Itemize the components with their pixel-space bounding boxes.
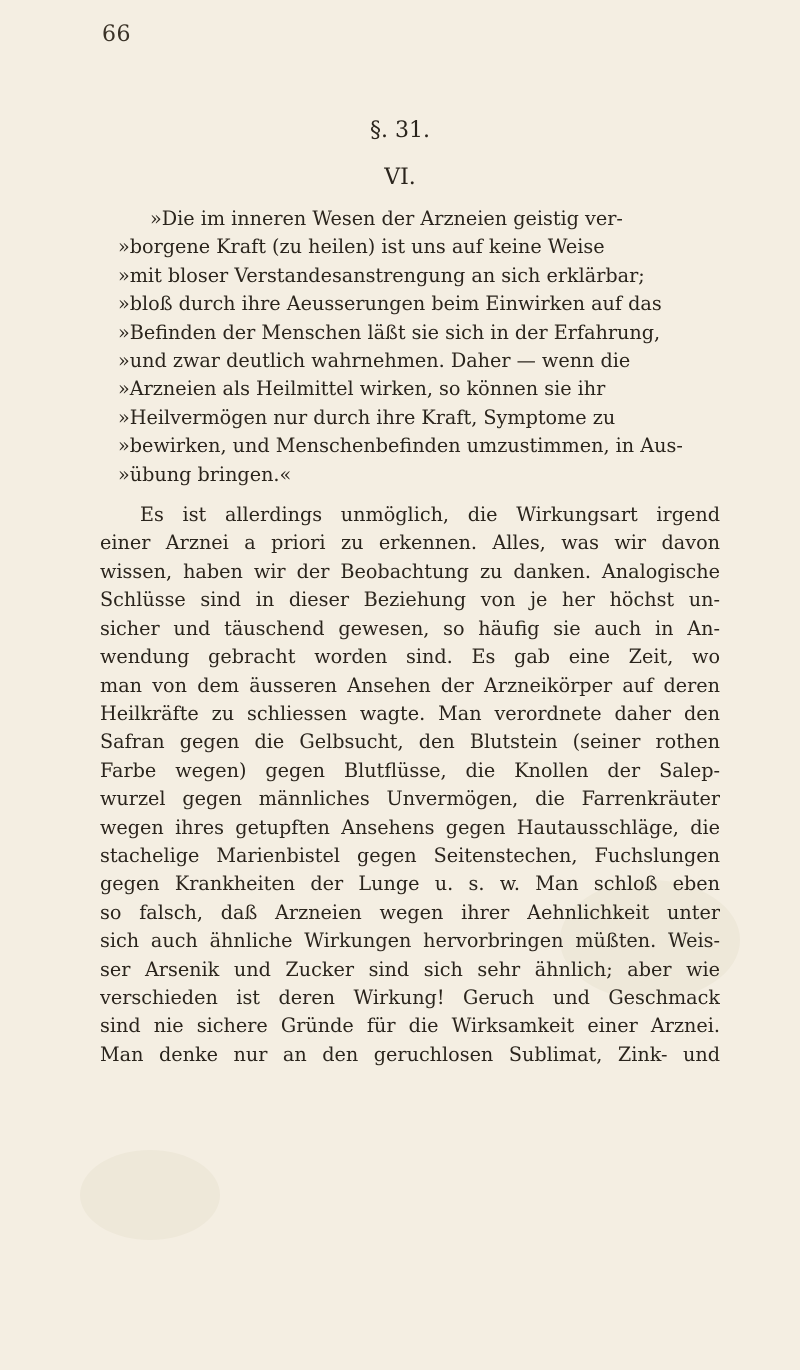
quote-line: »bewirken, und Menschenbefinden umzustimmen, in Aus-: [118, 434, 683, 458]
body-line: man von dem äusseren Ansehen der Arzneikörper auf deren: [100, 673, 720, 697]
quote-line: »borgene Kraft (zu heilen) ist uns auf keine Weise: [118, 235, 605, 259]
section-heading: §. 31.: [370, 118, 430, 143]
body-line: Safran gegen die Gelbsucht, den Blutstein (seiner rothen: [100, 730, 720, 754]
page-number: 66: [102, 22, 131, 47]
body-line: wissen, haben wir der Beobachtung zu danken. Analogische: [100, 559, 720, 583]
body-line: wendung gebracht worden sind. Es gab eine Zeit, wo: [100, 645, 720, 669]
body-line: sich auch ähnliche Wirkungen hervorbringen müßten. Weis-: [100, 929, 720, 953]
body-paragraph: [100, 501, 720, 1069]
body-line: einer Arznei a priori zu erkennen. Alles, was wir davon: [100, 531, 720, 555]
quote-line: »Heilvermögen nur durch ihre Kraft, Symptome zu: [118, 405, 616, 429]
body-line: ser Arsenik und Zucker sind sich sehr ähnlich; aber wie: [100, 957, 720, 981]
quote-line: »Arzneien als Heilmittel wirken, so können sie ihr: [118, 377, 606, 401]
quote-line: »Die im inneren Wesen der Arzneien geistig ver-: [150, 207, 623, 230]
chapter-numeral: VI.: [384, 165, 416, 190]
body-line: so falsch, daß Arzneien wegen ihrer Aehnlichkeit unter: [100, 900, 720, 924]
body-line: Heilkräfte zu schliessen wagte. Man verordnete daher den: [100, 701, 720, 725]
body-line: sind nie sichere Gründe für die Wirksamkeit einer Arznei.: [100, 1014, 720, 1038]
quote-line: »mit bloser Verstandesanstrengung an sich erklärbar;: [118, 263, 645, 287]
body-line: Farbe wegen) gegen Blutflüsse, die Knollen der Salep-: [100, 758, 720, 782]
body-line: verschieden ist deren Wirkung! Geruch und Geschmack: [100, 985, 720, 1009]
body-line: Man denke nur an den geruchlosen Sublimat, Zink- und: [100, 1042, 720, 1066]
quote-line: »übung bringen.«: [118, 462, 292, 486]
quoted-passage: [100, 205, 720, 489]
quote-line: »und zwar deutlich wahrnehmen. Daher — wenn die: [118, 349, 631, 373]
quote-line: »Befinden der Menschen läßt sie sich in der Erfahrung,: [118, 320, 661, 344]
body-line: stachelige Marienbistel gegen Seitenstechen, Fuchslungen: [100, 843, 720, 867]
body-line: Es ist allerdings unmöglich, die Wirkungsart irgend: [140, 503, 720, 527]
quote-line: »bloß durch ihre Aeusserungen beim Einwirken auf das: [118, 292, 662, 316]
body-line: Schlüsse sind in dieser Beziehung von je her höchst un-: [100, 588, 720, 612]
body-line: wegen ihres getupften Ansehens gegen Hautausschläge, die: [100, 815, 720, 839]
body-line: sicher und täuschend gewesen, so häufig sie auch in An-: [100, 616, 720, 640]
paper-stain: [80, 1150, 220, 1240]
main-text: [100, 205, 720, 1069]
body-line: gegen Krankheiten der Lunge u. s. w. Man schloß eben: [100, 872, 720, 896]
body-line: wurzel gegen männliches Unvermögen, die Farrenkräuter: [100, 787, 720, 811]
